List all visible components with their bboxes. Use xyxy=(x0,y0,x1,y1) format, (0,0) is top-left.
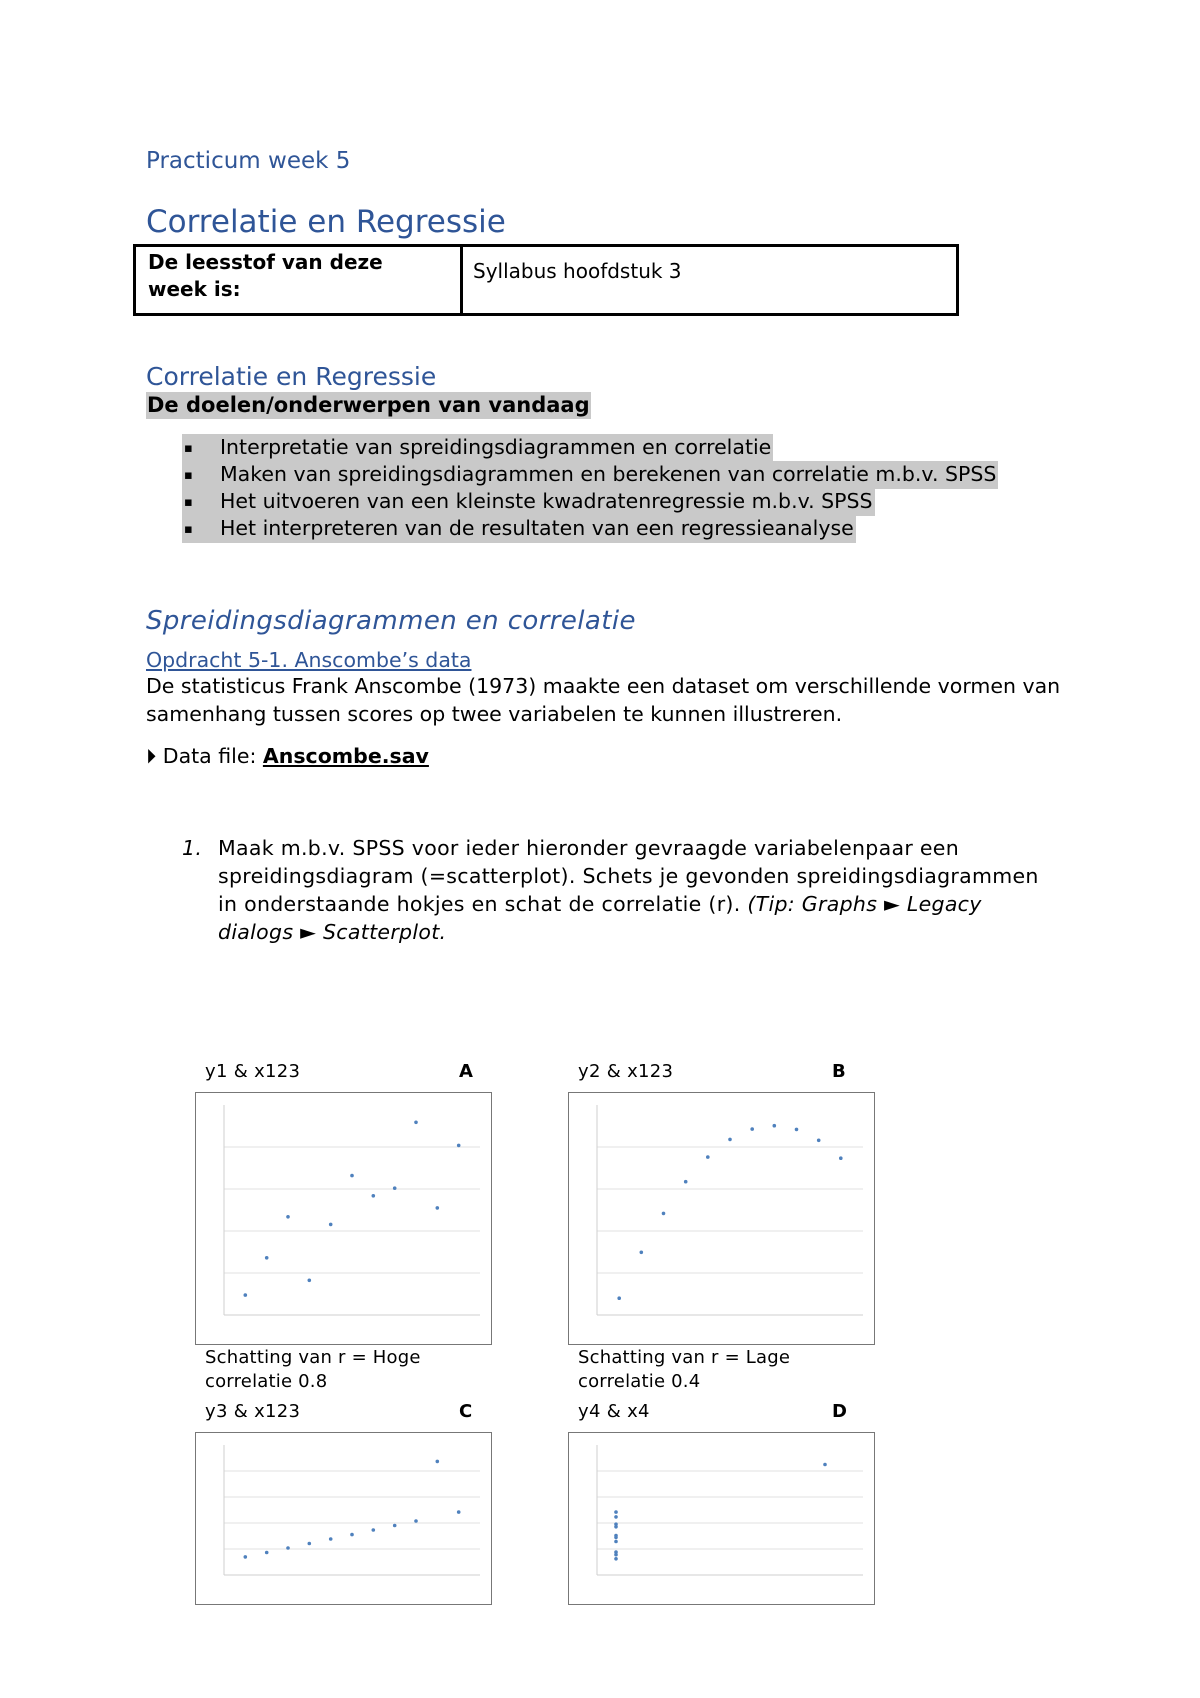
data-point xyxy=(393,1186,397,1190)
data-file-label: Data file: xyxy=(162,744,263,768)
bullet-icon: ▪ xyxy=(184,522,193,537)
list-item xyxy=(182,488,998,515)
data-point xyxy=(617,1296,621,1300)
section-heading: Correlatie en Regressie xyxy=(146,362,437,391)
goals-list xyxy=(182,434,998,542)
goal-text: Maken van spreidingsdiagrammen en berekenen van correlatie m.b.v. SPSS xyxy=(220,462,997,486)
data-point xyxy=(308,1279,312,1283)
data-point xyxy=(614,1553,618,1557)
bullet-icon: ▪ xyxy=(184,468,193,483)
data-point xyxy=(372,1194,376,1198)
plot-c-letter: C xyxy=(459,1401,473,1422)
plot-a-label: y1 & x123 xyxy=(205,1061,301,1082)
data-point xyxy=(839,1156,843,1160)
data-point xyxy=(750,1127,754,1131)
data-point xyxy=(436,1460,440,1464)
bullet-icon: ▪ xyxy=(184,495,193,510)
scatterplot-d xyxy=(569,1433,873,1603)
data-point xyxy=(614,1536,618,1540)
goal-text: Het uitvoeren van een kleinste kwadratenregressie m.b.v. SPSS xyxy=(220,489,873,513)
plot-c-label: y3 & x123 xyxy=(205,1401,301,1422)
plot-d-box xyxy=(568,1432,875,1605)
data-point xyxy=(244,1555,248,1559)
data-file-link[interactable]: Anscombe.sav xyxy=(262,744,429,768)
data-point xyxy=(614,1557,618,1561)
data-point xyxy=(823,1463,827,1467)
data-point xyxy=(265,1551,269,1555)
data-point xyxy=(457,1510,461,1514)
scatterplot-b xyxy=(569,1093,873,1343)
data-point xyxy=(244,1293,248,1297)
goal-text: Het interpreteren van de resultaten van een regressieanalyse xyxy=(220,516,854,540)
data-point xyxy=(457,1144,461,1148)
data-point xyxy=(414,1519,418,1523)
intro-paragraph: De statisticus Frank Anscombe (1973) maakte een dataset om verschillende vormen van samenhang tussen scores op twee variabelen te kunnen illustreren. xyxy=(146,674,1061,726)
data-point xyxy=(684,1180,688,1184)
data-point xyxy=(817,1139,821,1143)
list-item xyxy=(182,515,998,542)
plot-a-box xyxy=(195,1092,492,1345)
task-tip: (Tip: Graphs ► Legacy dialogs ► Scatterplot. xyxy=(218,892,982,944)
data-point xyxy=(706,1155,710,1159)
data-point xyxy=(372,1528,376,1532)
data-point xyxy=(350,1174,354,1178)
data-point xyxy=(773,1124,777,1128)
data-point xyxy=(614,1522,618,1526)
plot-b-estimate: Schatting van r = Lage correlatie 0.4 xyxy=(578,1347,791,1392)
goals-heading: De doelen/onderwerpen van vandaag xyxy=(147,393,590,417)
plot-a-estimate: Schatting van r = Hoge correlatie 0.8 xyxy=(205,1347,421,1392)
practicum-week-label: Practicum week 5 xyxy=(146,148,351,174)
plot-area xyxy=(224,1445,480,1575)
data-point xyxy=(662,1212,666,1216)
data-point xyxy=(436,1206,440,1210)
data-point xyxy=(414,1121,418,1125)
page-title: Correlatie en Regressie xyxy=(146,204,506,240)
data-point xyxy=(329,1537,333,1541)
plot-area xyxy=(597,1105,863,1315)
list-item xyxy=(182,461,998,488)
task-item xyxy=(182,834,1062,946)
plot-area xyxy=(597,1445,863,1575)
bullet-icon: ▪ xyxy=(184,441,193,456)
data-point xyxy=(614,1540,618,1544)
data-point xyxy=(308,1542,312,1546)
data-point xyxy=(350,1533,354,1537)
plot-d-label: y4 & x4 xyxy=(578,1401,650,1422)
data-file-line xyxy=(146,744,429,769)
data-point xyxy=(614,1510,618,1514)
plot-c-box xyxy=(195,1432,492,1605)
data-point xyxy=(728,1138,732,1142)
plot-d-letter: D xyxy=(832,1401,847,1422)
data-point xyxy=(795,1128,799,1132)
fast-forward-icon: ⏵ xyxy=(146,744,157,768)
data-point xyxy=(286,1546,290,1550)
data-point xyxy=(329,1223,333,1227)
scatterplot-c xyxy=(196,1433,490,1603)
scatter-section-heading: Spreidingsdiagrammen en correlatie xyxy=(146,606,636,636)
plot-b-label: y2 & x123 xyxy=(578,1061,674,1082)
data-point xyxy=(614,1515,618,1519)
assignment-link[interactable]: Opdracht 5-1. Anscombe’s data xyxy=(146,648,472,672)
list-item xyxy=(182,434,998,461)
plot-b-box xyxy=(568,1092,875,1345)
data-point xyxy=(393,1524,397,1528)
plot-a-letter: A xyxy=(459,1061,473,1082)
task-text: Maak m.b.v. SPSS voor ieder hieronder gevraagde variabelenpaar een spreidingsdiagram (=scatterplot). Schets je gevonden spreidingsdiagrammen in onderstaande hokjes en schat de correlatie (r). xyxy=(218,836,1039,916)
data-point xyxy=(265,1256,269,1260)
data-point xyxy=(286,1215,290,1219)
scatterplot-a xyxy=(196,1093,490,1343)
plot-b-letter: B xyxy=(832,1061,846,1082)
data-point xyxy=(640,1251,644,1255)
task-number: 1. xyxy=(182,836,203,860)
goal-text: Interpretatie van spreidingsdiagrammen en correlatie xyxy=(220,435,772,459)
reading-value: Syllabus hoofdstuk 3 xyxy=(473,259,682,283)
reading-table xyxy=(133,244,959,316)
reading-label: De leesstof van deze week is: xyxy=(136,247,463,313)
plot-area xyxy=(224,1105,480,1315)
